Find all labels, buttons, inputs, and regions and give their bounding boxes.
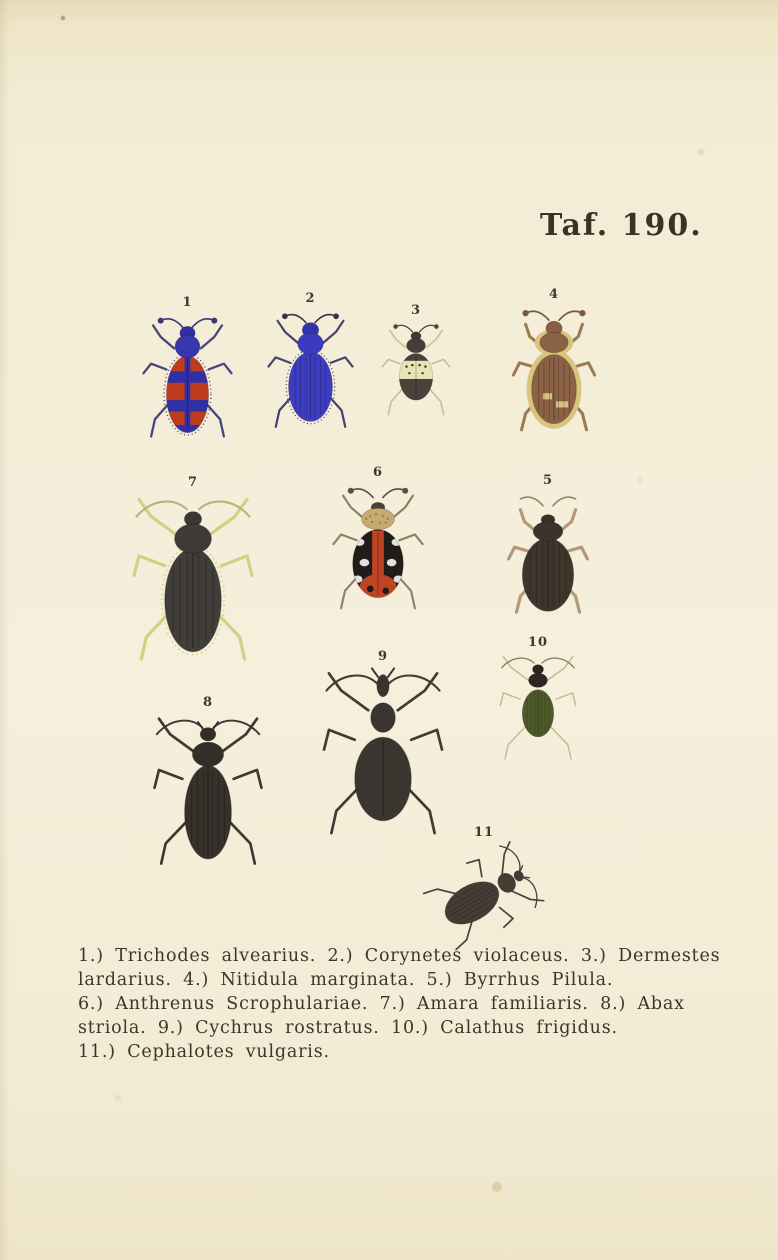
beetle-illustration-cephalotes-small [488, 652, 588, 762]
beetle-figure-9 [316, 650, 450, 838]
plate-title: Taf. 190. [540, 208, 703, 243]
caption-line: 11.) Cephalotes vulgaris. [78, 1042, 330, 1062]
beetle-illustration-trichodes-alvearius [130, 312, 245, 446]
beetle-figure-2 [258, 292, 363, 436]
beetle-illustration-dermestes-lardarius [372, 320, 460, 422]
figure-number-7: 7 [187, 475, 199, 490]
beetle-illustration-nitidula-marginata [490, 304, 618, 446]
beetle-figure-4 [490, 288, 618, 446]
beetle-figure-10 [488, 636, 588, 762]
figure-number-10: 10 [527, 635, 549, 650]
figure-number-4: 4 [548, 287, 560, 302]
beetle-figure-5 [486, 474, 610, 628]
caption-line: lardarius. 4.) Nitidula marginata. 5.) Byrrhus Pilula. [78, 970, 614, 990]
beetle-illustration-corynetes-violaceus [258, 308, 363, 436]
figure-number-8: 8 [202, 695, 214, 710]
beetle-figure-7 [126, 476, 260, 664]
caption-line: 1.) Trichodes alvearius. 2.) Corynetes violaceus. 3.) Dermestes [78, 946, 721, 966]
beetle-figure-1 [130, 296, 245, 446]
figure-number-1: 1 [182, 295, 193, 310]
beetle-illustration-byrrhus-pilula [486, 490, 610, 628]
beetle-figure-6 [316, 466, 440, 618]
plate-caption [78, 944, 721, 1064]
caption-line: striola. 9.) Cychrus rostratus. 10.) Calathus frigidus. [78, 1018, 618, 1038]
figure-number-3: 3 [410, 303, 422, 318]
beetle-illustration-anthrenus-scrophulariae [316, 482, 440, 618]
figure-number-9: 9 [377, 649, 389, 664]
beetle-figure-3 [372, 304, 460, 422]
beetle-figure-11 [398, 826, 570, 950]
beetle-illustration-amara-familiaris [126, 492, 260, 664]
figure-number-6: 6 [372, 465, 384, 480]
beetle-illustration-cephalotes-vulgaris [398, 842, 570, 950]
figure-number-11: 11 [473, 825, 495, 840]
beetle-illustration-abax-striola [148, 712, 268, 868]
figure-number-2: 2 [305, 291, 316, 306]
beetle-illustration-cychrus-rostratus [316, 666, 450, 838]
caption-line: 6.) Anthrenus Scrophulariae. 7.) Amara familiaris. 8.) Abax [78, 994, 685, 1014]
beetle-figure-8 [148, 696, 268, 868]
figure-number-5: 5 [542, 473, 554, 488]
